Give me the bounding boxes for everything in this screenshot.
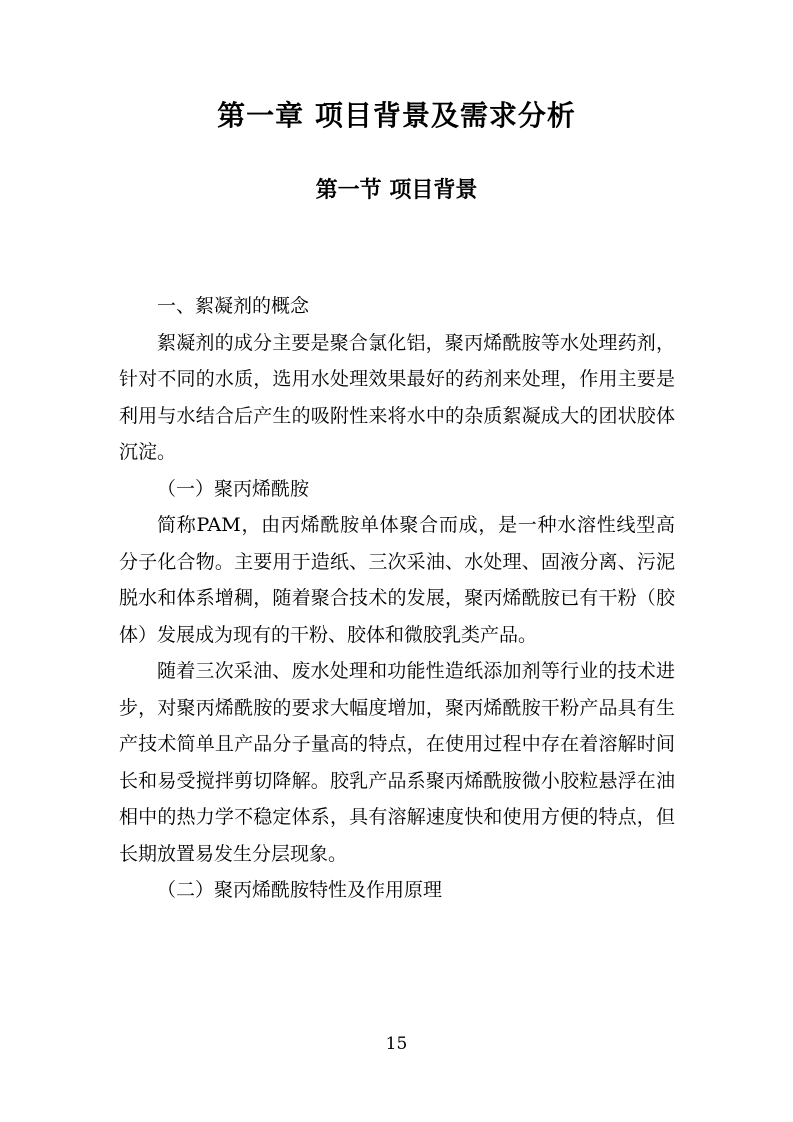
chapter-title: 第一章 项目背景及需求分析 [217, 99, 576, 132]
body-text [119, 288, 675, 909]
heading-polyacrylamide: （一）聚丙烯酰胺 [157, 477, 310, 500]
paragraph-flocculant-definition: 絮凝剂的成分主要是聚合氯化铝，聚丙烯酰胺等水处理药剂，针对不同的水质，选用水处理效果最好的药剂来处理，作用主要是利用与水结合后产生的吸附性来将水中的杂质絮凝成大的团状胶体沉淀。 [119, 331, 675, 463]
paragraph-pam-intro: 简称PAM，由丙烯酰胺单体聚合而成，是一种水溶性线型高分子化合物。主要用于造纸、三次采油、水处理、固液分离、污泥脱水和体系增稠，随着聚合技术的发展，聚丙烯酰胺已有干粉（胶体）发展成为现有的干粉、胶体和微胶乳类产品。 [119, 514, 675, 646]
page-number: 15 [385, 1034, 408, 1054]
heading-flocculant-concept: 一、絮凝剂的概念 [157, 295, 310, 317]
paragraph-pam-development: 随着三次采油、废水处理和功能性造纸添加剂等行业的技术进步，对聚丙烯酰胺的要求大幅度增加，聚丙烯酰胺干粉产品具有生产技术简单且产品分子量高的特点，在使用过程中存在着溶解时间长和易受搅拌剪切降解。胶乳产品系聚丙烯酰胺微小胶粒悬浮在油相中的热力学不稳定体系，具有溶解速度快和使用方便的特点，但长期放置易发生分层现象。 [119, 660, 675, 865]
section-title: 第一节 项目背景 [315, 178, 478, 203]
heading-pam-properties: （二）聚丙烯酰胺特性及作用原理 [157, 879, 443, 901]
